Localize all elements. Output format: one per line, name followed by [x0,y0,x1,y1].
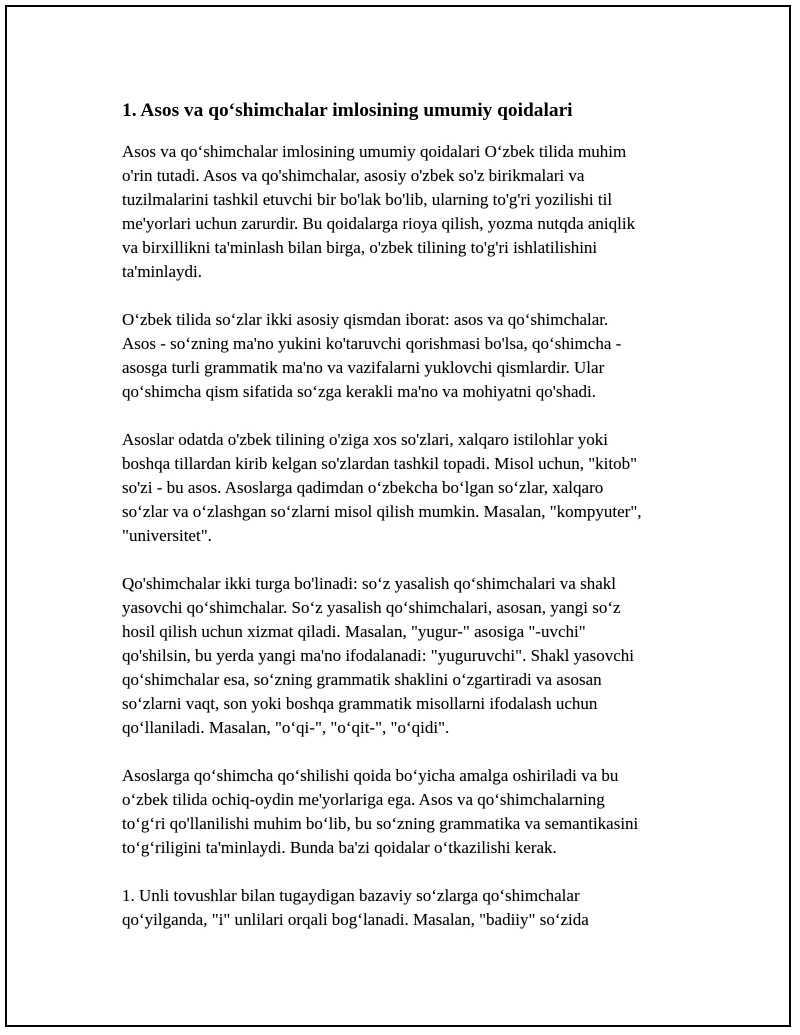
paragraph-6 [122,884,702,932]
document-body [122,98,702,956]
paragraph-line: to‘g‘riligini ta'minlaydi. Bunda ba'zi qoidalar o‘tkazilishi kerak. [122,838,557,857]
paragraph-line: asosga turli grammatik ma'no va vazifalarni yuklovchi qismlardir. Ular [122,358,605,377]
paragraph-line: tuzilmalarini tashkil etuvchi bir bo'lak bo'lib, ularning to'g'ri yozilishi til [122,190,613,209]
paragraph-3 [122,428,702,548]
paragraph-line: qo‘llaniladi. Masalan, "o‘qi-", "o‘qit-", "o‘qidi". [122,718,450,737]
paragraph-line: qo‘shimcha qism sifatida so‘zga kerakli ma'no va mohiyatni qo'shadi. [122,382,596,401]
paragraph-line: qo‘yilganda, "i" unlilari orqali bog‘lanadi. Masalan, "badiiy" so‘zida [122,910,589,929]
paragraph-2 [122,308,702,404]
paragraph-line: ta'minlaydi. [122,262,203,281]
paragraph-line: 1. Unli tovushlar bilan tugaydigan bazaviy so‘zlarga qo‘shimchalar [122,886,580,905]
paragraph-line: "universitet". [122,526,212,545]
paragraph-line: Asos - so‘zning ma'no yukini ko'taruvchi qorishmasi bo'lsa, qo‘shimcha - [122,334,622,353]
paragraph-line: so‘zlar va o‘zlashgan so‘zlarni misol qilish mumkin. Masalan, "kompyuter", [122,502,642,521]
paragraph-line: Asos va qo‘shimchalar imlosining umumiy qoidalari O‘zbek tilida muhim [122,142,627,161]
paragraph-line: Asoslar odatda o'zbek tilining o'ziga xos so'zlari, xalqaro istilohlar yoki [122,430,609,449]
paragraph-line: qo'shilsin, bu yerda yangi ma'no ifodalanadi: "yuguruvchi". Shakl yasovchi [122,646,634,665]
paragraph-line: hosil qilish uchun xizmat qiladi. Masalan, "yugur-" asosiga "-uvchi" [122,622,586,641]
paragraph-line: va birxillikni ta'minlash bilan birga, o'zbek tilining to'g'ri ishlatilishini [122,238,598,257]
paragraph-line: o‘zbek tilida ochiq-oydin me'yorlariga ega. Asos va qo‘shimchalarning [122,790,605,809]
document-page [5,5,791,1027]
paragraph-line: so‘zlarni vaqt, son yoki boshqa grammatik misollarni ifodalash uchun [122,694,598,713]
paragraph-line: so'zi - bu asos. Asoslarga qadimdan o‘zbekcha bo‘lgan so‘zlar, xalqaro [122,478,604,497]
paragraph-line: me'yorlari uchun zarurdir. Bu qoidalarga rioya qilish, yozma nutqda aniqlik [122,214,636,233]
paragraph-5 [122,764,702,860]
paragraph-line: O‘zbek tilida so‘zlar ikki asosiy qismdan iborat: asos va qo‘shimchalar. [122,310,609,329]
paragraph-line: qo‘shimchalar esa, so‘zning grammatik shaklini o‘zgartiradi va asosan [122,670,602,689]
paragraph-line: o'rin tutadi. Asos va qo'shimchalar, asosiy o'zbek so'z birikmalari va [122,166,585,185]
paragraph-4 [122,572,702,740]
paragraph-line: Asoslarga qo‘shimcha qo‘shilishi qoida bo‘yicha amalga oshiriladi va bu [122,766,619,785]
document-title: 1. Asos va qo‘shimchalar imlosining umumiy qoidalari [122,100,573,121]
paragraph-line: yasovchi qo‘shimchalar. So‘z yasalish qo‘shimchalari, asosan, yangi so‘z [122,598,621,617]
paragraph-line: boshqa tillardan kirib kelgan so'zlardan tashkil topadi. Misol uchun, "kitob" [122,454,638,473]
paragraph-line: to‘g‘ri qo'llanilishi muhim bo‘lib, bu so‘zning grammatika va semantikasini [122,814,639,833]
paragraph-line: Qo'shimchalar ikki turga bo'linadi: so‘z yasalish qo‘shimchalari va shakl [122,574,616,593]
paragraph-1 [122,140,702,284]
